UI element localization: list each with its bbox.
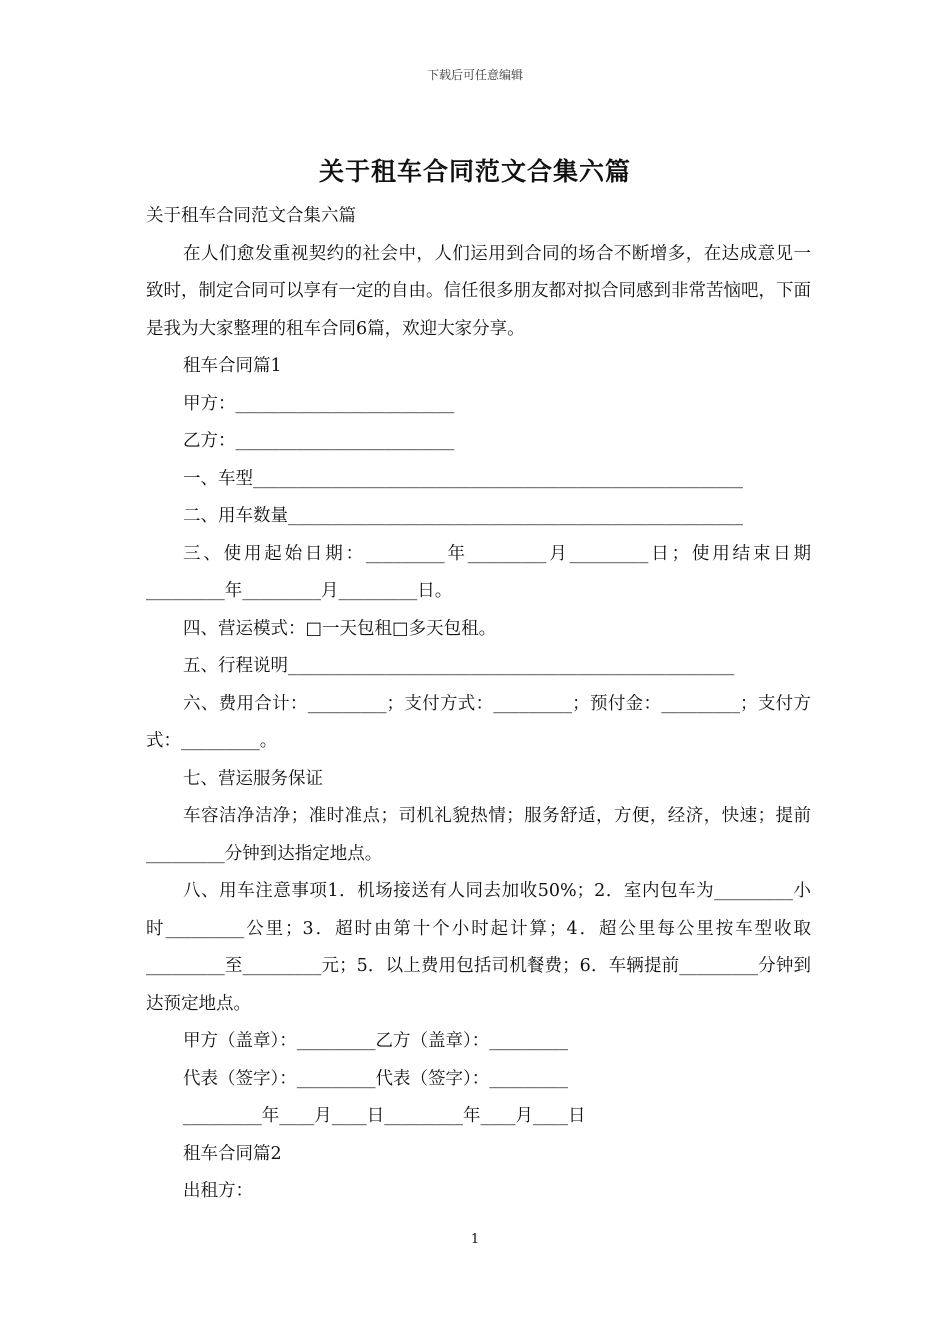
seal-line: 甲方（盖章）：_________乙方（盖章）：_________ (183, 1031, 568, 1051)
lessor-line: 出租方： (183, 1181, 253, 1201)
clause-usage-dates: 三、使用起始日期：_________年_________月_________日；使用结束日期_________年_________月_________日。 (146, 543, 811, 601)
clause-vehicle-quantity: 二、用车数量____________________________________________________ (183, 506, 743, 526)
clause-itinerary: 五、行程说明___________________________________________________ (183, 656, 735, 676)
document-title: 关于租车合同范文合集六篇 (318, 157, 631, 186)
party-b-line: 乙方：_________________________ (183, 431, 455, 451)
document-body (146, 198, 811, 1211)
clause-usage-notes: 八、用车注意事项1．机场接送有人同去加收50%；2．室内包车为_________小时_________公里；3．超时由第十个小时起计算；4．超公里每公里按车型收取_________至_________元；5．以上费用包括司机餐费；6．车辆提前_________分钟到达预定地点。 (146, 881, 811, 1014)
intro-paragraph: 在人们愈发重视契约的社会中，人们运用到合同的场合不断增多，在达成意见一致时，制定合同可以享有一定的自由。信任很多朋友都对拟合同感到非常苦恼吧，下面是我为大家整理的租车合同6篇，欢迎大家分享。 (146, 243, 811, 339)
party-a-line: 甲方：_________________________ (183, 393, 455, 414)
clause-vehicle-type: 一、车型________________________________________________________ (183, 468, 743, 489)
contract2-heading: 租车合同篇2 (183, 1143, 282, 1164)
date-line: _________年____月____日_________年____月____日 (183, 1106, 586, 1126)
page-header-note: 下载后可任意编辑 (426, 68, 523, 82)
signature-line: 代表（签字）：_________代表（签字）：_________ (183, 1068, 568, 1089)
document-subtitle: 关于租车合同范文合集六篇 (146, 206, 356, 226)
clause-fees: 六、费用合计：_________；支付方式：_________；预付金：_________；支付方式：_________。 (146, 693, 811, 751)
clause-operation-mode: 四、营运模式：□一天包租□多天包租。 (183, 618, 497, 639)
contract1-heading: 租车合同篇1 (183, 356, 282, 376)
page-number: 1 (470, 1232, 480, 1247)
clause-service-body: 车容洁净洁净；准时准点；司机礼貌热情；服务舒适，方便，经济，快速；提前_________分钟到达指定地点。 (146, 806, 811, 864)
clause-service-heading: 七、营运服务保证 (183, 768, 323, 789)
